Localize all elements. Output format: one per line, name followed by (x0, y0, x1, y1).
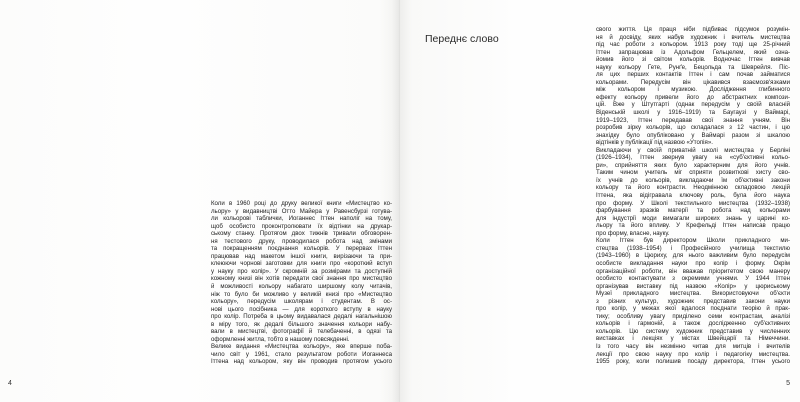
text-line: науку кольору Гете, Рунґе, Бецольда та Шеврейля. Піс- (596, 63, 790, 71)
text-line: 1919–1923, Іттен передавав свої знання учням. Він (596, 116, 790, 124)
text-line: ніж то було би можливо у великій книзі про «Мистецтво (211, 290, 392, 298)
text-line: щоб особисто проконтролювати їх відтінки на друкар- (211, 222, 392, 230)
paragraph (211, 343, 392, 366)
right-text-column (596, 26, 790, 366)
text-line: Велике видання «Мистецтва кольору», яке вперше поба- (211, 343, 392, 351)
left-page-number: 4 (8, 380, 12, 387)
section-heading: Переднє слово (425, 33, 499, 45)
text-line: кольорами. Передусім він цікавився взаємозв'язками (596, 78, 790, 86)
text-line: 1955 року, коли полишив посаду директора, Іттен усього (596, 358, 790, 366)
text-line: чило світ у 1961, стало результатом роботи Йоганнеса (211, 350, 392, 358)
text-line: цій. Вже у Штутгарті (однак передусім у своїй власній (596, 101, 790, 109)
text-line: Таким чином учитель міг сприяти розвиткові хисту сво- (596, 169, 790, 177)
text-line: свого життя. Ця праця ніби підбиває підсумок розумін- (596, 26, 790, 33)
text-line: кольорів. Цю систему художник представив у численних (596, 327, 790, 335)
text-line: з різних культур, художник представив закони науки (596, 297, 790, 305)
right-page (400, 0, 800, 402)
text-line: ському станку. Протягом двох тижнів тривали обговорен- (211, 230, 392, 238)
text-line: ля цих перших контактів Іттен і сам почав займатися (596, 71, 790, 79)
right-page-number: 5 (786, 380, 790, 387)
text-line: виставках і лекціях у містах Швейцарії та Німеччини. (596, 335, 790, 343)
text-line: під час роботи з кольором. 1913 року тоді ще 25-річний (596, 41, 790, 49)
paragraph (211, 200, 392, 343)
text-line: особисте викладання науки про колір і форму. Окрім (596, 259, 790, 267)
text-line: (1943–1960) в Цюриху, для нього важливим було передусім (596, 252, 790, 260)
text-line: льору» у видавництві Отто Майера у Равенсбурзі готува- (211, 207, 392, 215)
text-line: організував виставку під назвою «Колір» у цюриському (596, 282, 790, 290)
text-line: між кольором і музикою. Дослідження глибинного (596, 86, 790, 94)
text-line: кольорів і гармоній, а також дослідженню суб'єктивних (596, 320, 790, 328)
text-line: про колір. Потреба в цьому видавалася дедалі нагальнішою (211, 313, 392, 321)
text-line: у науку про колір». У скромній за розмірами та доступній (211, 267, 392, 275)
text-line: організаційної роботи, він вважав пріоритетом свою манеру (596, 267, 790, 275)
text-line: про колір, у межах якої вдалося поєднати теорію й прак- (596, 305, 790, 313)
text-line: ри», сприйняття яких було характерним для його учнів. (596, 161, 790, 169)
text-line: оформленні житла, тобто в нашому повсякденні. (211, 335, 350, 343)
text-line: знахідку було опубліковано у Ваймарі разом зі шкалою (596, 131, 790, 139)
left-text-column (211, 200, 392, 366)
text-line: Іттена, яка відігравала ключову роль, була його наука (596, 192, 790, 200)
text-line: Коли в 1960 році до друку великої книги «Мистецтво ко- (211, 200, 392, 207)
text-line: про форму, власне, науку. (596, 229, 670, 237)
text-line: відтінків у публікації під назвою «Утопія». (596, 139, 713, 147)
text-line: лекції про свою науку про колір і педагогіку мистецтва. (596, 350, 790, 358)
text-line: ня тестового друку, проводилася робота над змінами (211, 237, 392, 245)
text-line: йомив його зі світом кольорів. Водночас Іттен вивчав (596, 56, 790, 64)
text-line: стецтва (1938–1954) і Професійного училища текстилю (596, 244, 790, 252)
text-line: Коли Іттен був директором Школи прикладного ми- (596, 237, 790, 245)
text-line: ня й досвіду, яких набув художник і вчитель мистецтва (596, 33, 790, 41)
paragraph (596, 147, 790, 238)
text-line: Іттен запрацював із Адольфом Гельцелем, який озна- (596, 48, 790, 56)
text-line: ли кольорові таблички, Йоганнес Іттен наполіг на тому, (211, 215, 392, 223)
text-line: кольору», передусім школярам і студентам. В ос- (211, 298, 392, 306)
text-line: льору та його впливу. У Крефельді Іттен написав працю (596, 222, 790, 230)
text-line: їх учнів до кольорів, викладаючи їм об'єктивні закони (596, 176, 790, 184)
text-line: Іттена над кольором, яку він проводив протягом усього (211, 358, 392, 366)
text-line: Віденській школі у 1916–1919) та Баугаузі у Ваймарі, (596, 109, 790, 117)
text-line: й можливості кольору набагато ширшому колу читачів, (211, 283, 392, 291)
text-line: розробив зірку кольорів, що складалася з 12 частин, і цю (596, 124, 790, 132)
text-line: вали в мистецтві, фотографії й телебаченні, в одязі та (211, 328, 392, 336)
text-line: фарбування зразків матерії та робота над кольорами (596, 207, 790, 215)
text-line: для індустрії моди вимагали широких знань у царині ко- (596, 214, 790, 222)
text-line: особисто контактувати з окремими учнями. У 1944 Іттен (596, 275, 790, 283)
paragraph (596, 237, 790, 365)
text-line: клеюючи чорнові заготовки для книги про «короткий вступ (211, 260, 392, 268)
text-line: нові цього посібника — для короткого вступу в науку (211, 305, 392, 313)
text-line: про форму. У Школі текстильного мистецтва (1932–1938) (596, 199, 790, 207)
text-line: Із того часу він незмінно читав для митців і вчителів (596, 342, 790, 350)
text-line: Музеї прикладного мистецтва. Використовуючи об'єкти (596, 290, 790, 298)
text-line: кожному книзі він хотів передати свої знання про мистецтво (211, 275, 392, 283)
paragraph (596, 26, 790, 147)
text-line: тику; особливу увагу приділено семи контрастам, аналізі (596, 312, 790, 320)
text-line: кольору та його контрасти. Неодмінною складовою лекцій (596, 184, 790, 192)
text-line: Викладаючи у своїй приватній школі мистецтва у Берліні (596, 146, 790, 154)
text-line: працював над макетом іншої книги, вирізаючи та при- (211, 252, 392, 260)
text-line: в міру того, як дедалі більшого значення кольори набу- (211, 320, 392, 328)
text-line: та покращенням поєднання кольорів. У перервах Іттен (211, 245, 392, 253)
text-line: (1926–1934), Іттен звернув увагу на «суб'єктивні кольо- (596, 154, 790, 162)
text-line: ефекту кольору привели його до абстрактних компози- (596, 93, 790, 101)
